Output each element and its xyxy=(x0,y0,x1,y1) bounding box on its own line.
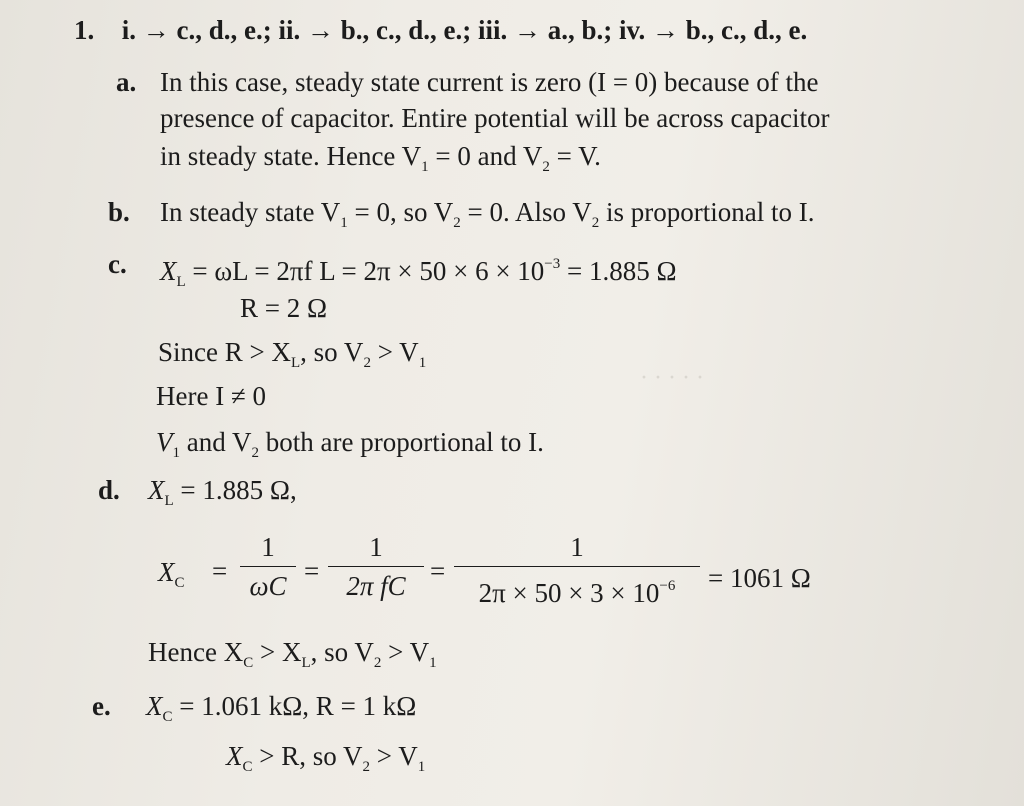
fraction-1-over-omega-c xyxy=(240,530,296,603)
part-c-both-line: $V_1$ and $V_2$ both are proportional to I. xyxy=(156,427,544,461)
part-c-resistance: R = 2 Ω xyxy=(240,293,328,323)
part-d-hence-line: Hence $X_C > X_L$, so $V_2 > V_1$ xyxy=(148,637,437,671)
fraction-3-denominator: $2\pi \times 50 \times 3 \times 10^{-6}$ xyxy=(478,578,676,608)
equals-sign-3: = xyxy=(430,556,446,586)
fraction-1-denominator: ωC xyxy=(249,571,287,601)
fraction-1-numerator: 1 xyxy=(261,532,275,562)
equals-sign-2: = xyxy=(304,556,320,586)
part-a-line-3: in steady state. Hence $V_1 = 0$ and $V_2 = V$. xyxy=(160,141,601,175)
part-a-line-2: presence of capacitor. Entire potential will be across capacitor xyxy=(160,103,830,133)
header-mapping: i. → c., d., e.; ii. → b., c., d., e.; iii. → a., b.; iv. → b., c., d., e. xyxy=(121,15,808,45)
part-d-xc-symbol: $X_C$ xyxy=(158,557,185,591)
fraction-1-bar xyxy=(240,566,296,567)
part-b-label: b. xyxy=(108,197,130,227)
part-b-line: In steady state $V_1 = 0$, so $V_2 = 0$. Also $V_2$ is proportional to I. xyxy=(160,197,815,231)
fraction-2-denominator: 2π fC xyxy=(346,571,406,601)
part-a-label: a. xyxy=(116,67,137,97)
answer-header xyxy=(74,14,807,46)
equals-sign-1: = xyxy=(212,556,228,586)
part-c-since-line: Since $R > X_L$, so $V_2 > V_1$ xyxy=(158,337,427,371)
fraction-3-bar xyxy=(454,566,700,567)
bleed-through-text: · · · · · xyxy=(640,365,704,391)
part-a-line-1: In this case, steady state current is zero (I = 0) because of the xyxy=(160,67,819,97)
fraction-1-over-2pifc xyxy=(328,530,424,603)
part-d-xl-line: $X_L = 1.885$ Ω, xyxy=(148,475,297,509)
part-e-label: e. xyxy=(92,691,111,721)
fraction-2-numerator: 1 xyxy=(369,532,383,562)
part-e-line-1: $X_C = 1.061$ kΩ, R = 1 kΩ xyxy=(146,691,417,725)
part-c-inductive-reactance: $X_L = \omega L = 2\pi f$ $L = 2\pi \times 50 \times 6 \times 10^{-3} = 1.885$ Ω xyxy=(160,256,677,290)
part-c-label: c. xyxy=(108,249,127,279)
fraction-2-bar xyxy=(328,566,424,567)
part-c-here-line: Here I ≠ 0 xyxy=(156,381,267,411)
part-e-line-2: $X_C > R$, so $V_2 > V_1$ xyxy=(226,741,426,775)
xc-result: = 1061 Ω xyxy=(708,563,811,593)
item-number: 1. xyxy=(74,15,95,45)
fraction-numeric xyxy=(454,530,700,610)
part-d-label: d. xyxy=(98,475,120,505)
fraction-3-numerator: 1 xyxy=(570,532,584,562)
